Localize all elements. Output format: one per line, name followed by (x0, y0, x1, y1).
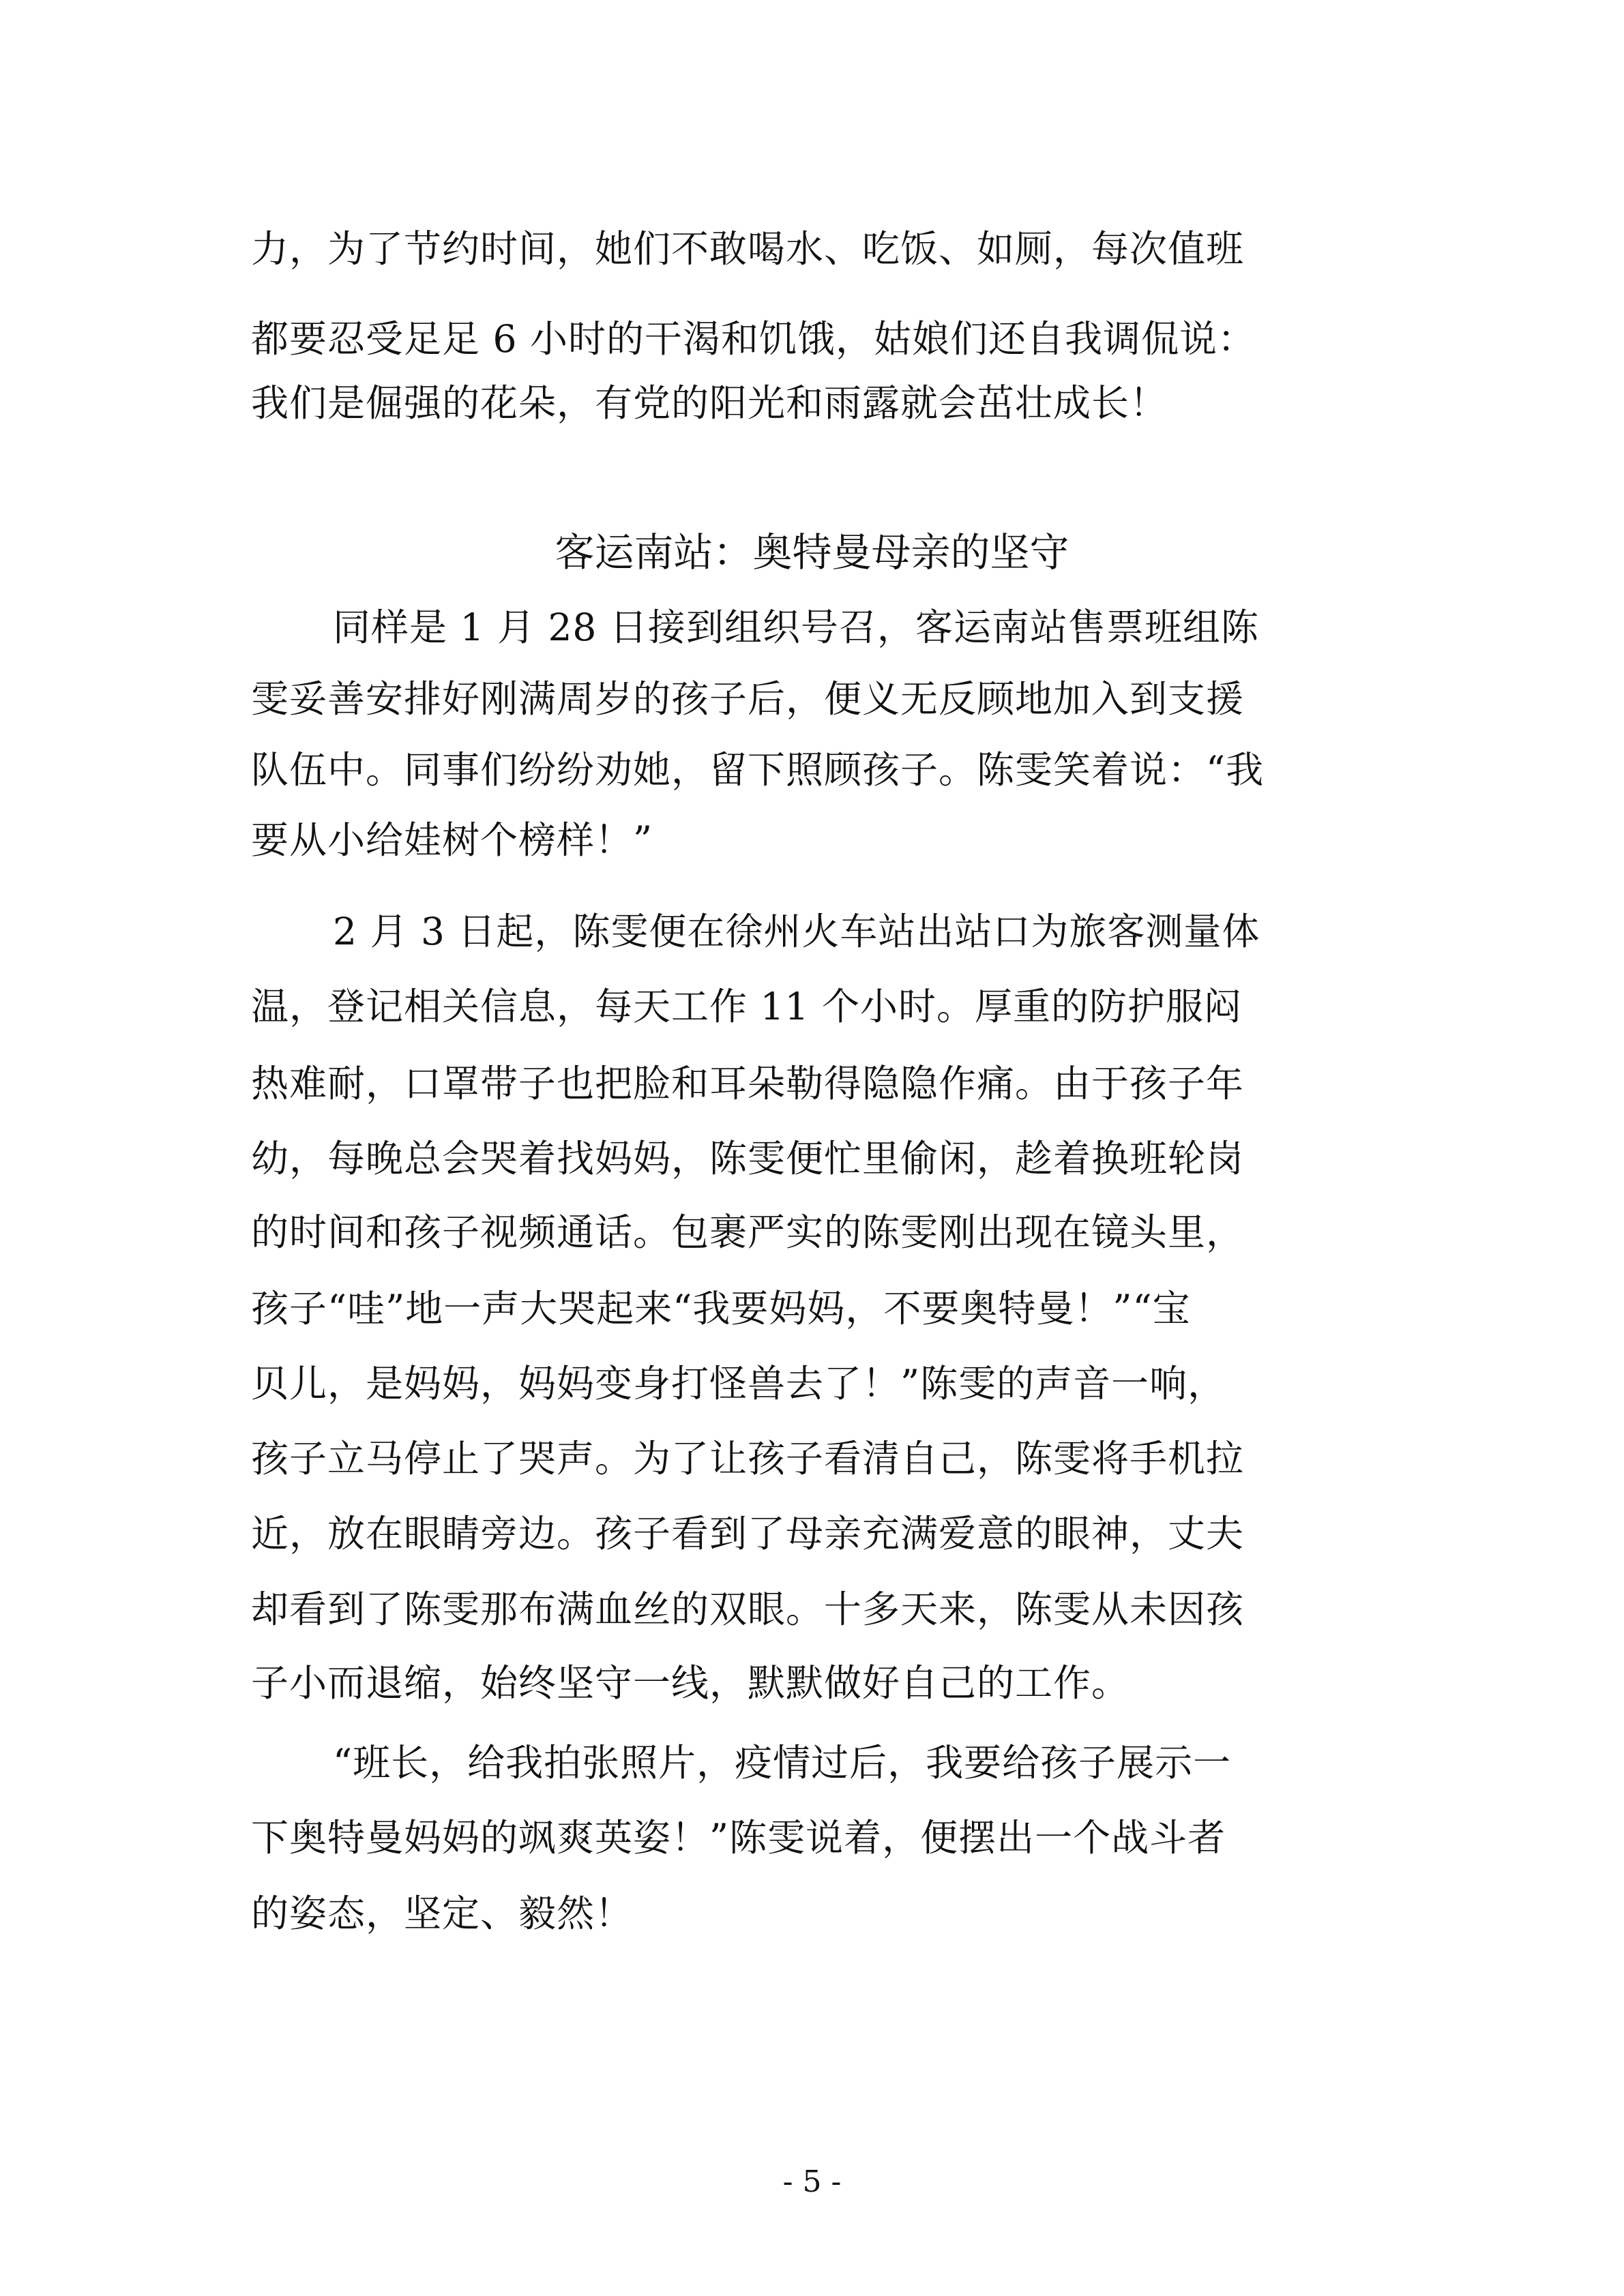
text-line: 队伍中。同事们纷纷劝她，留下照顾孩子。陈雯笑着说：“我 (251, 748, 1265, 792)
text-line: 孩子“哇”地一声大哭起来“我要妈妈，不要奥特曼！”“宝 (251, 1287, 1191, 1330)
text-line: 孩子立马停止了哭声。为了让孩子看清自己，陈雯将手机拉 (251, 1437, 1245, 1480)
text-line: 同样是 1 月 28 日接到组织号召，客运南站售票班组陈 (333, 606, 1259, 649)
text-line: 热难耐，口罩带子也把脸和耳朵勒得隐隐作痛。由于孩子年 (251, 1062, 1245, 1105)
text-line: 的姿态，坚定、毅然！ (251, 1892, 634, 1935)
text-line: 幼，每晚总会哭着找妈妈，陈雯便忙里偷闲，趁着换班轮岗 (251, 1137, 1245, 1180)
text-line: 力，为了节约时间，她们不敢喝水、吃饭、如厕，每次值班 (251, 227, 1245, 271)
text-line: 都要忍受足足 6 小时的干渴和饥饿，姑娘们还自我调侃说： (251, 317, 1256, 361)
text-line: 贝儿，是妈妈，妈妈变身打怪兽去了！”陈雯的声音一响， (251, 1362, 1226, 1405)
text-line: 近，放在眼睛旁边。孩子看到了母亲充满爱意的眼神，丈夫 (251, 1512, 1245, 1555)
text-line: 我们是倔强的花朵，有党的阳光和雨露就会茁壮成长！ (251, 381, 1168, 425)
text-line: 子小而退缩，始终坚守一线，默默做好自己的工作。 (251, 1661, 1130, 1705)
text-line: 温，登记相关信息，每天工作 11 个小时。厚重的防护服闷 (251, 985, 1242, 1028)
text-line: 下奥特曼妈妈的飒爽英姿！”陈雯说着，便摆出一个战斗者 (251, 1816, 1226, 1860)
text-line: 2 月 3 日起，陈雯便在徐州火车站出站口为旅客测量体 (333, 910, 1260, 953)
section-title: 客运南站：奥特曼母亲的坚守 (555, 529, 1069, 576)
page-number: - 5 - (782, 2164, 842, 2199)
text-line: 的时间和孩子视频通话。包裹严实的陈雯刚出现在镜头里， (251, 1210, 1245, 1254)
text-line: “班长，给我拍张照片，疫情过后，我要给孩子展示一 (333, 1741, 1232, 1785)
text-line: 要从小给娃树个榜样！” (251, 818, 653, 862)
text-line: 雯妥善安排好刚满周岁的孩子后，便义无反顾地加入到支援 (251, 677, 1245, 721)
text-line: 却看到了陈雯那布满血丝的双眼。十多天来，陈雯从未因孩 (251, 1587, 1245, 1631)
